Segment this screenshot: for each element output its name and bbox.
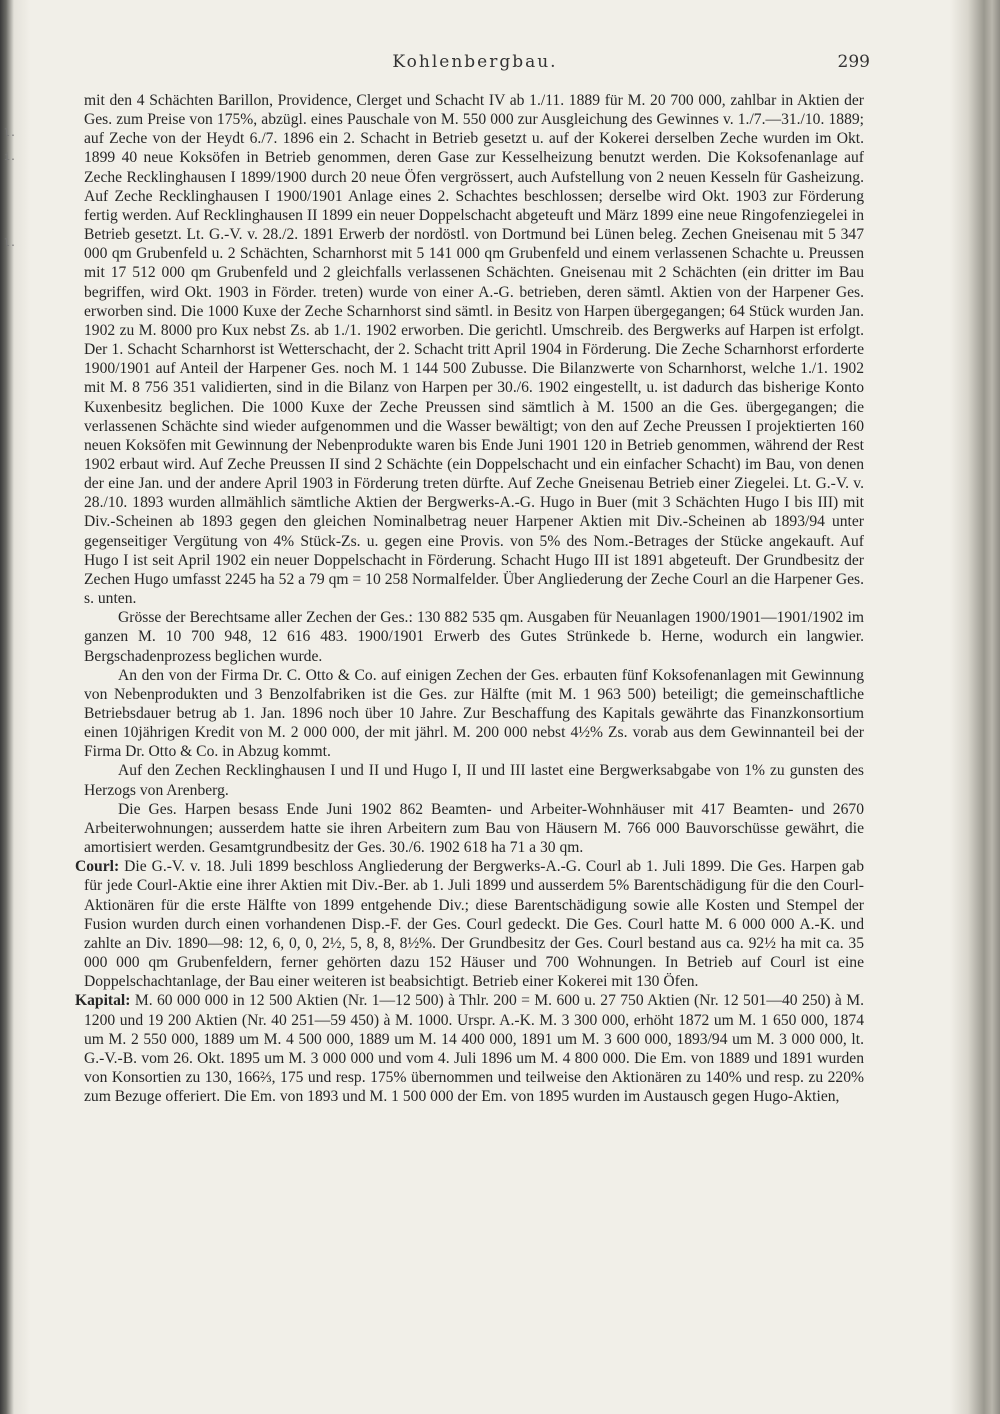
entry-text: Die G.-V. v. 18. Juli 1899 beschloss Angliederung der Bergwerks-A.-G. Courl ab 1. Juli 1899. Die Ges. Harpen gab für jede Courl-Aktie eine ihrer Aktien mit Div.-Ber. ab 1. Juli 1899 und ausserdem 5% Barentschädigung für die den Courl-Aktionären für die erste Hälfte von 1899 entgehende Div.; diese Barentschädigung sowie alle Kosten und Stempel der Fusion wurden durch einen vorhandenen Disp.-F. der Ges. Courl gedeckt. Die Ges. Courl hatte M. 6 000 000 A.-K. und zahlte an Div. 1890—98: 12, 6, 0, 0, 2½, 5, 8, 8, 8½%. Der Grundbesitz der Ges. Courl bestand aus ca. 92½ ha mit ca. 35 000 000 qm Grubenfeldern, ferner gehörten dazu 152 Häuser und 700 Wohnungen. In Betrieb auf Courl ist eine Doppelschachtanlage, der Bau einer weiteren ist beabsichtigt. Betrieb einer Kokerei mit 130 Öfen. xyxy=(84,858,864,991)
page-number: 299 xyxy=(837,52,870,72)
paragraph: Grösse der Berechtsame aller Zechen der Ges.: 130 882 535 qm. Ausgaben für Neuanlagen 1900/1901—1901/1902 im ganzen M. 10 700 948, 12 616 483. 1900/1901 Erwerb des Gutes Strünkede b. Herne, wodurch ein langwier. Bergschadenprozess beglichen wurde. xyxy=(84,609,864,665)
margin-mark: l. xyxy=(4,128,17,139)
page-header xyxy=(80,52,870,74)
paragraph: mit den 4 Schächten Barillon, Providence, Clerget und Schacht IV ab 1./11. 1889 für M. 20 700 000, zahlbar in Aktien der Ges. zum Preise von 175%, abzügl. eines Pauschale von M. 550 000 zur Ausgleichung des Gewinnes v. 1./7.—31./10. 1889; auf Zeche von der Heydt 6./7. 1896 ein 2. Schacht in Betrieb gesetzt u. auf der Kokerei derselben Zeche wurden im Okt. 1899 40 neue Koksöfen in Betrieb genommen, deren Gase zur Kesselheizung benutzt werden. Die Koksofenanlage auf Zeche Recklinghausen I 1899/1900 durch 20 neue Öfen vergrössert, auch Aufstellung von 2 neuen Kesseln für Gasheizung. Auf Zeche Recklinghausen I 1900/1901 Anlage eines 2. Schachtes beschlossen; derselbe wird Okt. 1903 zur Förderung fertig werden. Auf Recklinghausen II 1899 ein neuer Doppelschacht abgeteuft und März 1899 eine neue Ringofenziegelei in Betrieb gesetzt. Lt. G.-V. v. 28./2. 1891 Erwerb der nordöstl. von Dortmund bei Lünen beleg. Zechen Gneisenau mit 5 347 000 qm Grubenfeld u. 2 Schächten, Scharnhorst mit 5 141 000 qm Grubenfeld und einem verlassenen Schachte u. Preussen mit 17 512 000 qm Grubenfeld und 2 gleichfalls verlassenen Schächten. Gneisenau mit 2 Schächten (ein dritter im Bau begriffen, wird Okt. 1903 in Förder. treten) wurde von einer A.-G. betrieben, deren sämtl. Aktien von der Harpener Ges. erworben sind. Die 1000 Kuxe der Zeche Scharnhorst sind sämtl. in Besitz von Harpen übergegangen; 64 Stück wurden Jan. 1902 zu M. 8000 pro Kux nebst Zs. ab 1./1. 1902 erworben. Die gerichtl. Umschreib. des Bergwerks auf Harpen ist erfolgt. Der 1. Schacht Scharnhorst ist Wetterschacht, der 2. Schacht tritt April 1904 in Förderung. Die Zeche Scharnhorst erforderte 1900/1901 auf Anteil der Harpener Ges. noch M. 1 144 500 Zubusse. Die Bilanzwerte von Scharnhorst, welche 1./1. 1902 mit M. 8 756 351 validierten, sind in die Bilanz von Harpen per 30./6. 1902 eingestellt, u. ist dadurch das bisherige Konto Kuxenbesitz beglichen. Die 1000 Kuxe der Zeche Preussen sind sämtlich à M. 1500 an die Ges. übergegangen; die verlassenen Schächte sind wieder aufgenommen und die Wasser bewältigt; von den auf Zeche Preussen I projektierten 160 neuen Koksöfen mit Gewinnung der Nebenprodukte waren bis Ende Juni 1901 120 in Betrieb genommen, während der Rest 1902 erbaut wird. Auf Zeche Preussen II sind 2 Schächte (ein Doppelschacht und ein einfacher Schacht) im Bau, von denen der eine Jan. und der andere April 1903 in Förderung treten dürfte. Auf Zeche Gneisenau Betrieb einer Ziegelei. Lt. G.-V. v. 28./10. 1893 wurden allmählich sämtliche Aktien der Bergwerks-A.-G. Hugo in Buer (mit 3 Schächten Hugo I bis III) mit Div.-Scheinen ab 1893 gegen den gleichen Nominalbetrag neuer Harpener Aktien mit Div.-Scheinen ab 1893/94 unter gegenseitiger Vergütung von 4% Stück-Zs. u. gegen eine Provis. von 5% des Nom.-Betrages der Stücke angekauft. Auf Hugo I ist seit April 1902 ein neuer Doppelschacht in Förderung. Schacht Hugo III ist 1891 abgeteuft. Der Grundbesitz der Zechen Hugo umfasst 2245 ha 52 a 79 qm = 10 258 Normalfelder. Über Angliederung der Zeche Courl an die Harpener Ges. s. unten. xyxy=(84,92,864,608)
paragraph: Auf den Zechen Recklinghausen I und II und Hugo I, II und III lastet eine Bergwerksabgabe von 1% zu gunsten des Herzogs von Arenberg. xyxy=(84,762,864,799)
text-body xyxy=(75,91,864,1106)
entry-courl xyxy=(75,857,864,991)
running-title: Kohlenbergbau. xyxy=(392,52,558,72)
entry-kapital xyxy=(75,991,864,1106)
paragraph: Die Ges. Harpen besass Ende Juni 1902 862 Beamten- und Arbeiter-Wohnhäuser mit 417 Beamten- und 2670 Arbeiterwohnungen; ausserdem hatte sie ihren Arbeitern zum Bau von Häusern M. 766 000 Bauvorschüsse gewährt, die amortisiert werden. Gesamtgrundbesitz der Ges. 30./6. 1902 618 ha 71 a 30 qm. xyxy=(84,800,864,857)
margin-mark: l. xyxy=(4,238,17,249)
entry-label: Courl: xyxy=(75,858,120,876)
entry-text: M. 60 000 000 in 12 500 Aktien (Nr. 1—12 500) à Thlr. 200 = M. 600 u. 27 750 Aktien (Nr. 12 501—40 250) à M. 1200 und 19 200 Aktien (Nr. 40 251—59 450) à M. 1000. Urspr. A.-K. M. 3 300 000, erhöht 1872 um M. 1 650 000, 1874 um M. 2 550 000, 1889 um M. 4 500 000, 1889 um M. 14 400 000, 1891 um M. 3 600 000, 1893/94 um M. 3 000 000, lt. G.-V.-B. vom 26. Okt. 1895 um M. 3 000 000 und vom 4. Juli 1896 um M. 4 800 000. Die Em. von 1889 und 1891 wurden von Konsortien zu 130, 166⅔, 175 und resp. 175% übernommen und teilweise den Aktionären zu 140% und resp. zu 220% zum Bezuge offeriert. Die Em. von 1893 und M. 1 500 000 der Em. von 1895 wurden im Austausch gegen Hugo-Aktien, xyxy=(84,992,864,1106)
margin-mark: i. xyxy=(4,152,17,163)
entry-label: Kapital: xyxy=(75,992,131,1010)
paragraph: An den von der Firma Dr. C. Otto & Co. auf einigen Zechen der Ges. erbauten fünf Koksofenanlagen mit Gewinnung von Nebenprodukten und 3 Benzolfabriken ist die Ges. zur Hälfte (mit M. 1 963 500) beteiligt; die gemeinschaftliche Betriebsdauer betrug ab 1. Jan. 1896 noch über 10 Jahre. Zur Beschaffung des Kapitals gewährte das Finanzkonsortium einen 10jährigen Kredit von M. 2 000 000, der mit jährl. M. 200 000 nebst 4½% Zs. vorab aus dem Gewinnanteil bei der Firma Dr. Otto & Co. in Abzug kommt. xyxy=(84,666,864,761)
